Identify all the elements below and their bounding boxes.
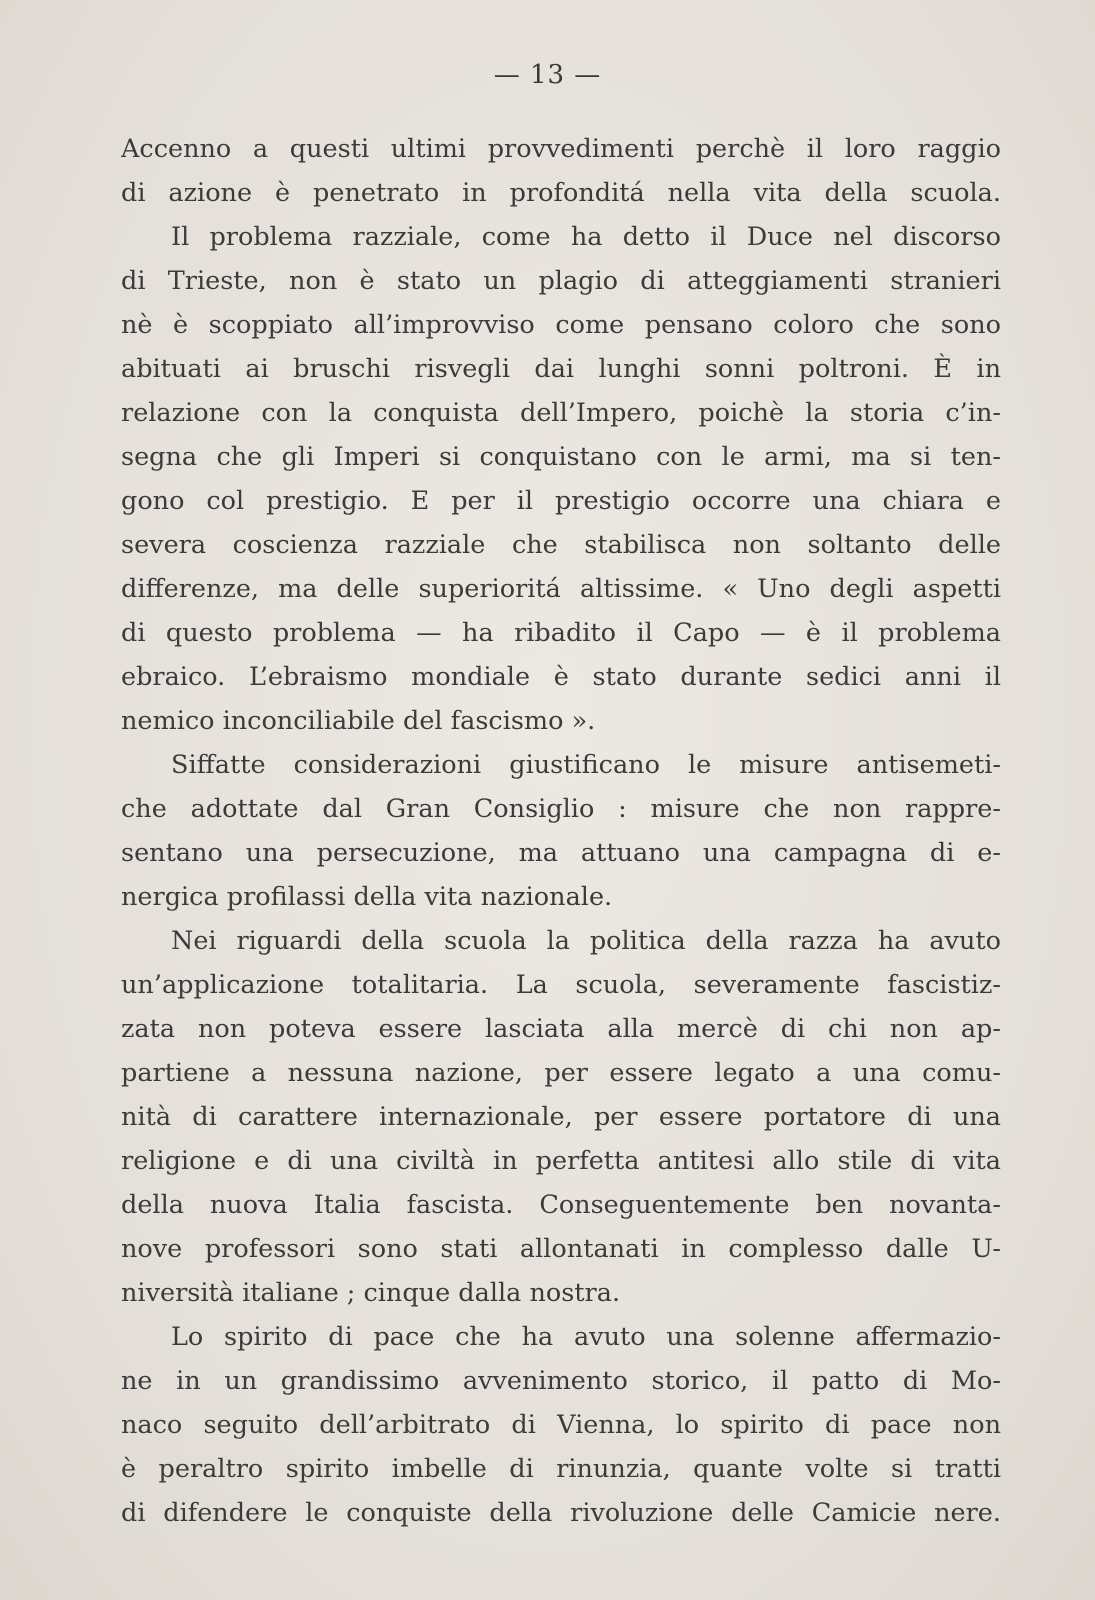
text-line: segna che gli Imperi si conquistano con le armi, ma si ten- xyxy=(121,442,1001,472)
text-line: abituati ai bruschi risvegli dai lunghi sonni poltroni. È in xyxy=(121,354,1001,384)
text-line: nemico inconciliabile del fascismo ». xyxy=(121,706,596,736)
text-line: Siffatte considerazioni giustificano le misure antisemeti- xyxy=(171,750,1001,780)
text-line: Accenno a questi ultimi provvedimenti perchè il loro raggio xyxy=(121,134,1001,164)
body-text xyxy=(121,127,1001,1535)
text-line: di difendere le conquiste della rivoluzione delle Camicie nere. xyxy=(121,1498,1001,1528)
text-line: ebraico. L’ebraismo mondiale è stato durante sedici anni il xyxy=(121,662,1001,692)
text-line: un’applicazione totalitaria. La scuola, severamente fascistiz- xyxy=(121,970,1001,1000)
text-line: relazione con la conquista dell’Impero, poichè la storia c’in- xyxy=(121,398,1001,428)
text-line: niversità italiane ; cinque dalla nostra. xyxy=(121,1278,621,1308)
text-line: Lo spirito di pace che ha avuto una solenne affermazio- xyxy=(171,1322,1001,1352)
text-line: ne in un grandissimo avvenimento storico, il patto di Mo- xyxy=(121,1366,1001,1396)
text-line: zata non poteva essere lasciata alla mercè di chi non ap- xyxy=(121,1014,1001,1044)
text-line: di azione è penetrato in profonditá nella vita della scuola. xyxy=(121,178,1001,208)
text-line: della nuova Italia fascista. Conseguentemente ben novanta- xyxy=(121,1190,1001,1220)
text-line: nergica profilassi della vita nazionale. xyxy=(121,882,613,912)
text-line: gono col prestigio. E per il prestigio occorre una chiara e xyxy=(121,486,1001,516)
text-line: nove professori sono stati allontanati in complesso dalle U- xyxy=(121,1234,1001,1264)
text-line: religione e di una civiltà in perfetta antitesi allo stile di vita xyxy=(121,1146,1001,1176)
text-line: nità di carattere internazionale, per essere portatore di una xyxy=(121,1102,1001,1132)
text-line: che adottate dal Gran Consiglio : misure che non rappre- xyxy=(121,794,1001,824)
text-line: è peraltro spirito imbelle di rinunzia, quante volte si tratti xyxy=(121,1454,1001,1484)
text-line: differenze, ma delle superioritá altissime. « Uno degli aspetti xyxy=(121,574,1001,604)
text-line: naco seguito dell’arbitrato di Vienna, lo spirito di pace non xyxy=(121,1410,1001,1440)
text-line: Il problema razziale, come ha detto il Duce nel discorso xyxy=(171,222,1001,252)
text-line: sentano una persecuzione, ma attuano una campagna di e- xyxy=(121,838,1001,868)
text-line: di Trieste, non è stato un plagio di atteggiamenti stranieri xyxy=(121,266,1001,296)
text-line: di questo problema — ha ribadito il Capo — è il problema xyxy=(121,618,1001,648)
text-line: partiene a nessuna nazione, per essere legato a una comu- xyxy=(121,1058,1001,1088)
page-number: — 13 — xyxy=(493,60,602,90)
text-line: severa coscienza razziale che stabilisca non soltanto delle xyxy=(121,530,1001,560)
text-line: Nei riguardi della scuola la politica della razza ha avuto xyxy=(171,926,1001,956)
text-line: nè è scoppiato all’improvviso come pensano coloro che sono xyxy=(121,310,1001,340)
